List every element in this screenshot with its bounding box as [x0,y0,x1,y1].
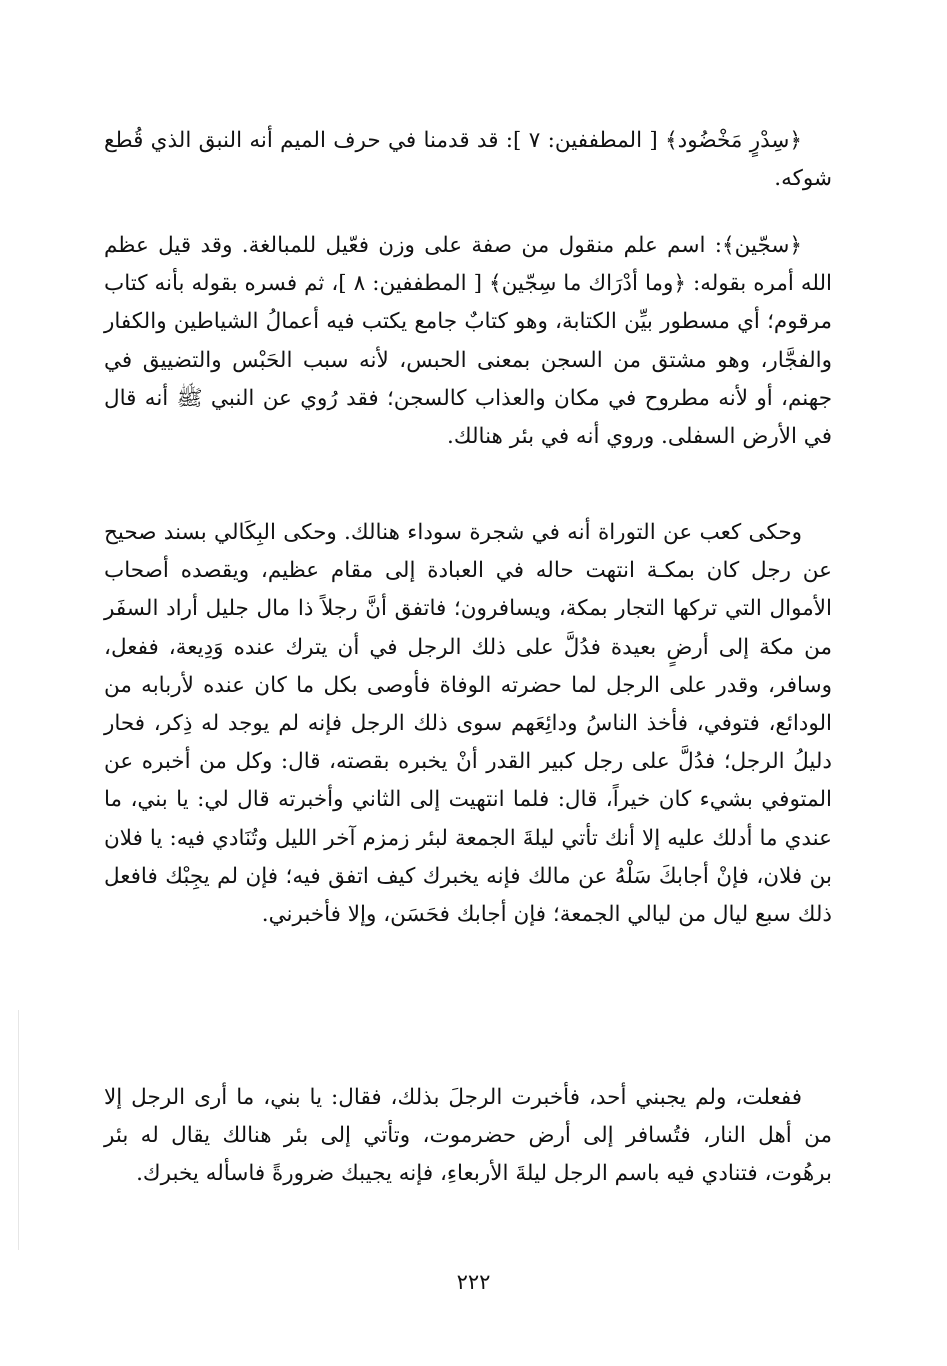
paragraph-kaab-story [104,514,832,934]
paragraph-sidr [104,122,832,198]
page-number: ٢٢٢ [456,1270,491,1294]
paragraph-text: ففعلت، ولم يجبني أحد، فأخبرت الرجلَ بذلك، فقال: يا بني، ما أرى الرجل إلا من أهل النار، فتُسافر إلى أرض حضرموت، وتأتي إلى بئر هنالك يقال له بئر برهُوت، فتنادي فيه باسم الرجل ليلةَ الأربعاءِ، فإنه يجيبك ضرورةً فاسأله يخبرك. [104,1085,832,1187]
paragraph-sijjin [104,227,832,456]
paragraph-barhut [104,1079,832,1194]
paragraph-text: ﴿سجّين﴾: اسم علم منقول من صفة على وزن فعّيل للمبالغة. وقد قيل عظم الله أمره بقوله: ﴿وما أدْرَاك ما سِجّين﴾ [ المطففين: ٨ ]، ثم فسره بقوله بأنه كتاب مرقوم؛ أي مسطور بيِّن الكتابة، وهو كتابٌ جامع يكتب فيه أعمالُ الشياطين والكفار والفجَّار، وهو مشتق من السجن بمعنى الحبس، لأنه سبب الحَبْس والتضييق في جهنم، أو لأنه مطروح في مكان والعذاب كالسجن؛ فقد رُوي عن النبي ﷺ أنه قال في الأرض السفلى. وروي أنه في بئر هنالك. [104,233,832,450]
paragraph-text: وحكى كعب عن التوراة أنه في شجرة سوداء هنالك. وحكى البِكَالي بسند صحيح عن رجل كان بمكـة انتهت حاله في العبادة إلى مقام عظيم، ويقصده أصحاب الأموال التي تركها التجار بمكة، ويسافرون؛ فاتفق أنَّ رجلاً ذا مال جليل أراد السفَر من مكة إلى أرضٍ بعيدة فدُلَّ على ذلك الرجل في أن يترك عنده وَدِيعة، ففعل، وسافر، وقدر على الرجل لما حضرته الوفاة فأوصى بكل ما كان عنده لأربابه من الودائع، فتوفي، فأخذ الناسُ ودائِعَهم سوى ذلك الرجل فإنه لم يوجد له ذِكر، فحار دليلُ الرجل؛ فدُلَّ على رجل كبير القدر أنْ يخبره بقصته، قال: وكل من أخبره عن المتوفي بشيء كان خيراً، قال: فلما انتهيت إلى الثاني وأخبرته قال لي: يا بني، ما عندي ما أدلك عليه إلا أنك تأتي ليلةَ الجمعة لبئر زمزم آخر الليل وتُنَادي فيه: يا فلان بن فلان، فإنْ أجابكَ سَلْهُ عن مالك فإنه يخبرك كيف اتفق فيه؛ فإن لم يجِبْك فافعل ذلك سبع ليال من ليالي الجمعة؛ فإن أجابك فحَسَن، وإلا فأخبرني. [104,520,832,928]
scan-margin-line [18,1010,19,1250]
paragraph-text: ﴿سِدْرٍ مَخْضُود﴾ [ المطففين: ٧ ]: قد قدمنا في حرف الميم أنه النبق الذي قُطع شوكه. [104,128,832,192]
